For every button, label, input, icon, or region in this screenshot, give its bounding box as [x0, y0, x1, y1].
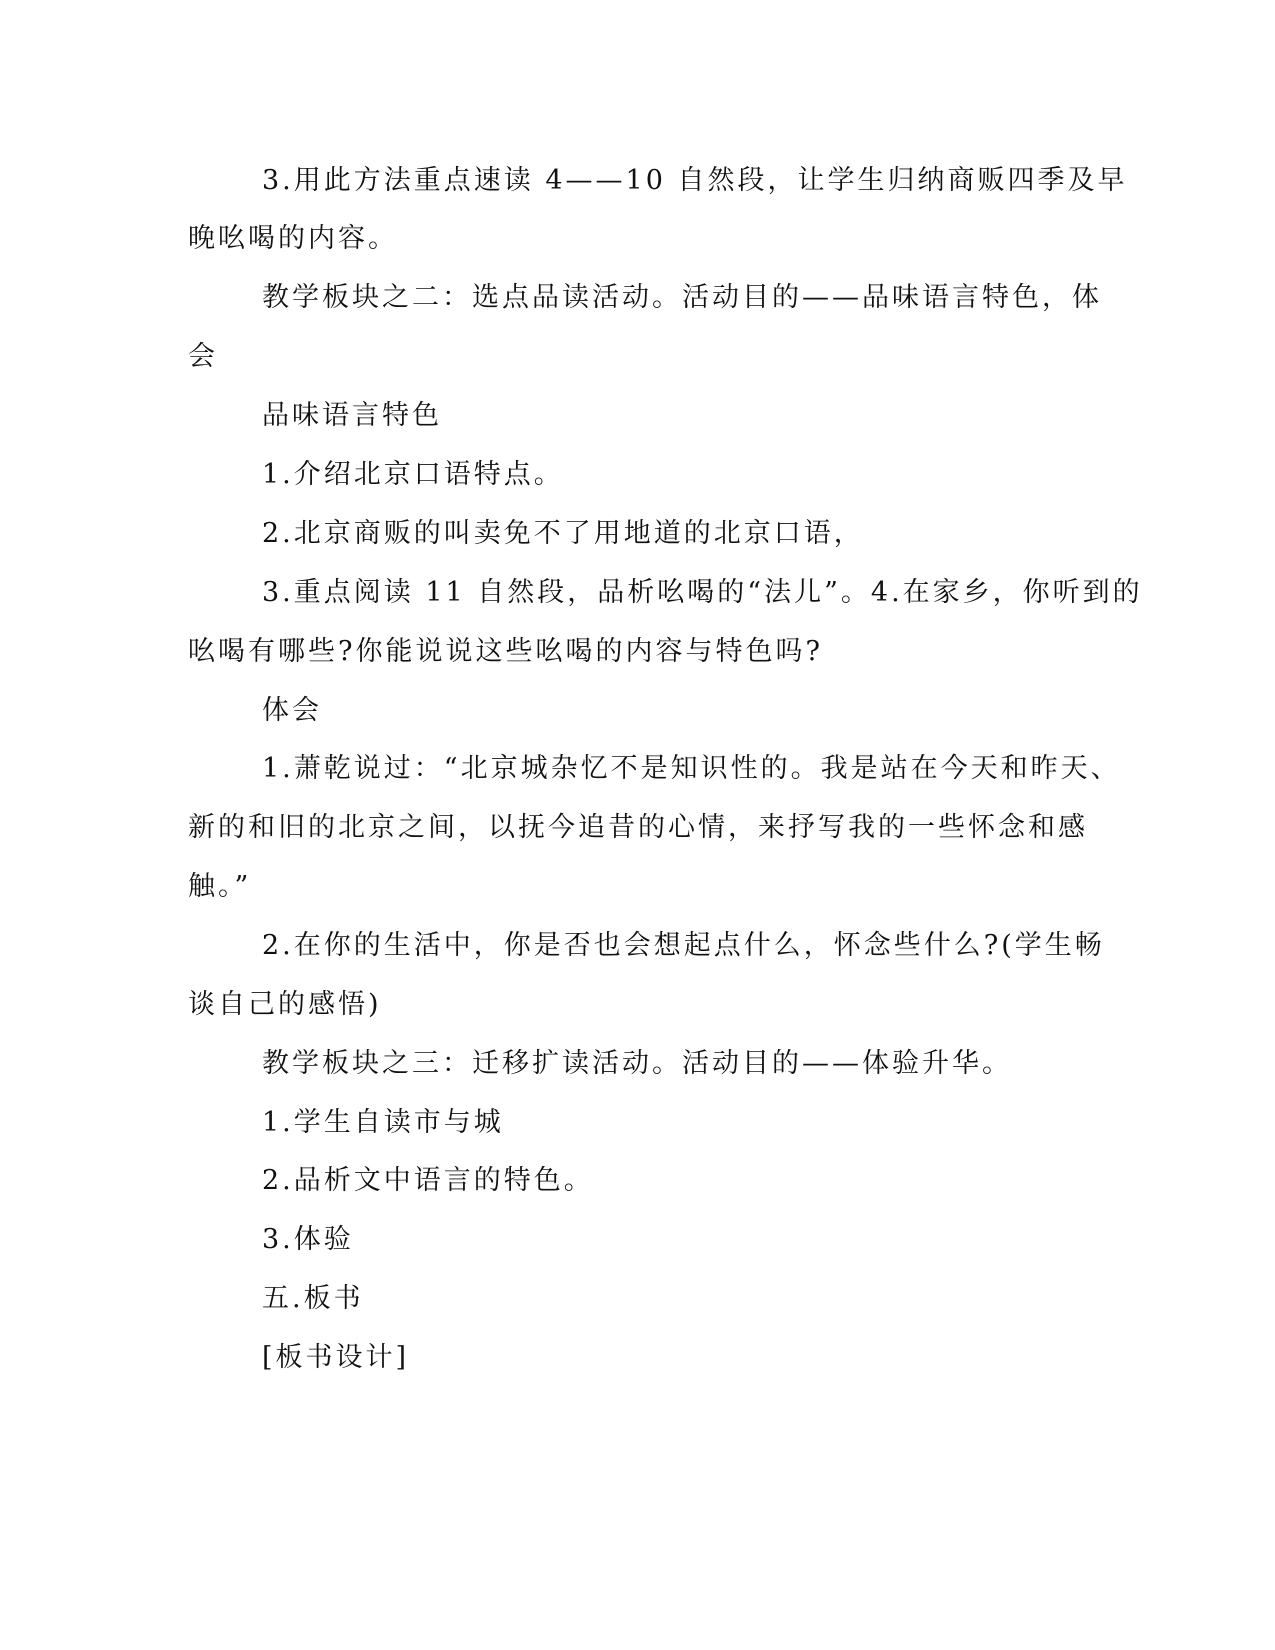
paragraph-line: 吆喝有哪些?你能说说这些吆喝的内容与特色吗? — [188, 636, 823, 667]
paragraph-line: 触。” — [188, 871, 252, 902]
list-item: 1.萧乾说过：“北京城杂忆不是知识性的。我是站在今天和昨天、 — [262, 753, 1121, 784]
section-heading: 五.板书 — [262, 1283, 364, 1314]
paragraph-line: 晚吆喝的内容。 — [188, 223, 398, 254]
paragraph-line: 新的和旧的北京之间，以抚今追昔的心情，来抒写我的一些怀念和感 — [188, 812, 1088, 843]
list-item: 3.体验 — [262, 1224, 354, 1255]
paragraph-line: 教学板块之二：选点品读活动。活动目的——品味语言特色，体 — [262, 282, 1102, 313]
section-heading: 体会 — [262, 695, 322, 726]
list-item: 2.品析文中语言的特色。 — [262, 1165, 594, 1196]
section-heading: 品味语言特色 — [262, 400, 442, 431]
paragraph-line: 教学板块之三：迁移扩读活动。活动目的——体验升华。 — [262, 1048, 1012, 1079]
paragraph-line: 会 — [188, 341, 218, 372]
list-item: 3.重点阅读 11 自然段，品析吆喝的“法儿”。4.在家乡，你听到的 — [262, 577, 1143, 608]
section-heading: [板书设计] — [262, 1342, 410, 1373]
list-item: 1.学生自读市与城 — [262, 1107, 504, 1138]
paragraph-line: 3.用此方法重点速读 4——10 自然段，让学生归纳商贩四季及早 — [262, 165, 1128, 196]
list-item: 2.在你的生活中，你是否也会想起点什么，怀念些什么?(学生畅 — [262, 930, 1105, 961]
list-item: 1.介绍北京口语特点。 — [262, 459, 564, 490]
list-item: 2.北京商贩的叫卖免不了用地道的北京口语， — [262, 518, 864, 549]
paragraph-line: 谈自己的感悟) — [188, 989, 382, 1020]
